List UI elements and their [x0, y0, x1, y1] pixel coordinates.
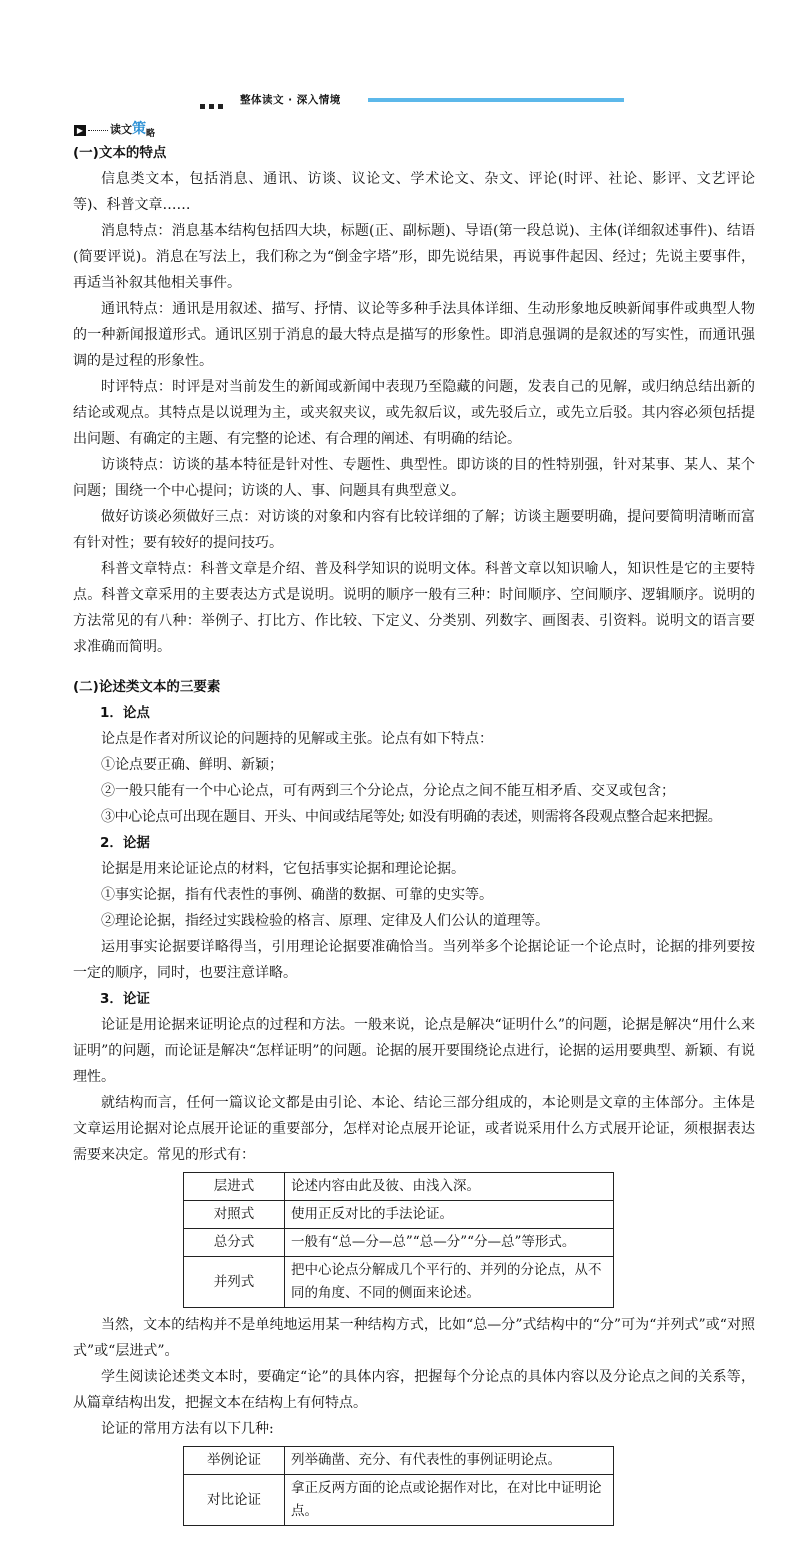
table-cell-desc: 使用正反对比的手法论证。	[285, 1201, 614, 1229]
paragraph: 论证的常用方法有以下几种:	[101, 1421, 274, 1437]
table-cell-desc: 拿正反两方面的论点或论据作对比，在对比中证明论点。	[285, 1475, 614, 1526]
paragraph: 学生阅读论述类文本时，要确定“论”的具体内容，把握每个分论点的具体内容以及分论点之间的关系等，从篇章结构出发，把握文本在结构上有何特点。	[73, 1369, 755, 1411]
paragraph: 通讯特点：通讯是用叙述、描写、抒情、议论等多种手法具体详细、生动形象地反映新闻事件或典型人物的一种新闻报道形式。通讯区别于消息的最大特点是描写的形象性。即消息强调的是叙述的写实性，而通讯强调的是过程的形象性。	[73, 301, 755, 369]
table-cell-method: 对比论证	[184, 1475, 285, 1526]
list-item: ③中心论点可出现在题目、开头、中间或结尾等处; 如没有明确的表述，则需将各段观点整合起来把握。	[101, 809, 722, 825]
table-cell-desc: 列举确凿、充分、有代表性的事例证明论点。	[285, 1447, 614, 1475]
paragraph: 当然，文本的结构并不是单纯地运用某一种结构方式，比如“总—分”式结构中的“分”可为“并列式”或“对照式”或“层进式”。	[73, 1317, 755, 1359]
paragraph: 论证是用论据来证明论点的过程和方法。一般来说，论点是解决“证明什么”的问题，论据是解决“用什么来证明”的问题，而论证是解决“怎样证明”的问题。论据的展开要围绕论点进行，论据的运用要典型、新颖、有说理性。	[73, 1017, 755, 1085]
list-item: ②理论论据，指经过实践检验的格言、原理、定律及人们公认的道理等。	[101, 913, 549, 929]
strategy-label	[74, 118, 755, 140]
table-row	[184, 1447, 614, 1475]
document-body	[73, 118, 755, 1530]
section2-heading: (二)论述类文本的三要素	[73, 679, 221, 695]
table-cell-desc: 把中心论点分解成几个平行的、并列的分论点，从不同的角度、不同的侧面来论述。	[285, 1257, 614, 1308]
paragraph: 消息特点：消息基本结构包括四大块，标题(正、副标题)、导语(第一段总说)、主体(详细叙述事件)、结语(简要评说)。消息在写法上，我们称之为“倒金字塔”形，即先说结果，再说事件起因、经过；先说主要事件，再适当补叙其他相关事件。	[73, 223, 755, 291]
paragraph: 时评特点：时评是对当前发生的新闻或新闻中表现乃至隐藏的问题，发表自己的见解，或归纳总结出新的结论或观点。其特点是以说理为主，或夹叙夹议，或先叙后议，或先驳后立，或先立后驳。其内容必须包括提出问题、有确定的主题、有完整的论述、有合理的阐述、有明确的结论。	[73, 379, 755, 447]
table-row	[184, 1201, 614, 1229]
list-item: ①事实论据，指有代表性的事例、确凿的数据、可靠的史实等。	[101, 887, 493, 903]
table-cell-desc: 一般有“总—分—总”“总—分”“分—总”等形式。	[285, 1229, 614, 1257]
section-header	[200, 92, 630, 110]
dotted-leader	[88, 130, 108, 131]
strategy-suffix: 略	[146, 129, 156, 139]
paragraph: 信息类文本，包括消息、通讯、访谈、议论文、学术论文、杂文、评论(时评、社论、影评、文艺评论等)、科普文章……	[73, 171, 755, 213]
argument-methods-table	[183, 1446, 614, 1526]
subsection-title: 1．论点	[100, 705, 150, 721]
paragraph: 论点是作者对所议论的问题持的见解或主张。论点有如下特点：	[101, 731, 493, 747]
header-accent-line	[368, 98, 624, 102]
section1-heading: (一)文本的特点	[73, 145, 167, 161]
structure-forms-table	[183, 1172, 614, 1308]
paragraph: 运用事实论据要详略得当，引用理论论据要准确恰当。当列举多个论据论证一个论点时，论据的排列要按一定的顺序，同时，也要注意详略。	[73, 939, 755, 981]
paragraph: 科普文章特点：科普文章是介绍、普及科学知识的说明文体。科普文章以知识喻人，知识性是它的主要特点。科普文章采用的主要表达方式是说明。说明的顺序一般有三种：时间顺序、空间顺序、逻辑顺序。说明的方法常见的有八种：举例子、打比方、作比较、下定义、分类别、列数字、画图表、引资料。说明文的语言要求准确而简明。	[73, 561, 755, 655]
play-triangle-icon: ▶	[74, 125, 86, 136]
table-cell-form: 总分式	[184, 1229, 285, 1257]
header-title: 整体读文 · 深入情境	[240, 94, 341, 106]
header-squares-icon	[200, 96, 227, 115]
table-row	[184, 1475, 614, 1526]
list-item: ②一般只能有一个中心论点，可有两到三个分论点，分论点之间不能互相矛盾、交叉或包含；	[101, 783, 675, 799]
strategy-highlight: 策	[132, 121, 146, 137]
paragraph: 就结构而言，任何一篇议论文都是由引论、本论、结论三部分组成的，本论则是文章的主体部分。主体是文章运用论据对论点展开论证的重要部分，怎样对论点展开论证，或者说采用什么方式展开论证，须根据表达需要来决定。常见的形式有：	[73, 1095, 755, 1163]
table-row	[184, 1173, 614, 1201]
subsection-title: 2．论据	[100, 835, 150, 851]
paragraph: 做好访谈必须做好三点：对访谈的对象和内容有比较详细的了解；访谈主题要明确，提问要简明清晰而富有针对性；要有较好的提问技巧。	[73, 509, 755, 551]
table-cell-form: 并列式	[184, 1257, 285, 1308]
table-cell-desc: 论述内容由此及彼、由浅入深。	[285, 1173, 614, 1201]
table-cell-form: 对照式	[184, 1201, 285, 1229]
paragraph: 论据是用来论证论点的材料，它包括事实论据和理论论据。	[101, 861, 465, 877]
strategy-prefix: 读文	[110, 123, 132, 136]
subsection-title: 3．论证	[100, 991, 150, 1007]
list-item: ①论点要正确、鲜明、新颖；	[101, 757, 283, 773]
paragraph: 访谈特点：访谈的基本特征是针对性、专题性、典型性。即访谈的目的性特别强，针对某事、某人、某个问题；围绕一个中心提问；访谈的人、事、问题具有典型意义。	[73, 457, 755, 499]
table-cell-form: 层进式	[184, 1173, 285, 1201]
table-row	[184, 1257, 614, 1308]
table-row	[184, 1229, 614, 1257]
table-cell-method: 举例论证	[184, 1447, 285, 1475]
